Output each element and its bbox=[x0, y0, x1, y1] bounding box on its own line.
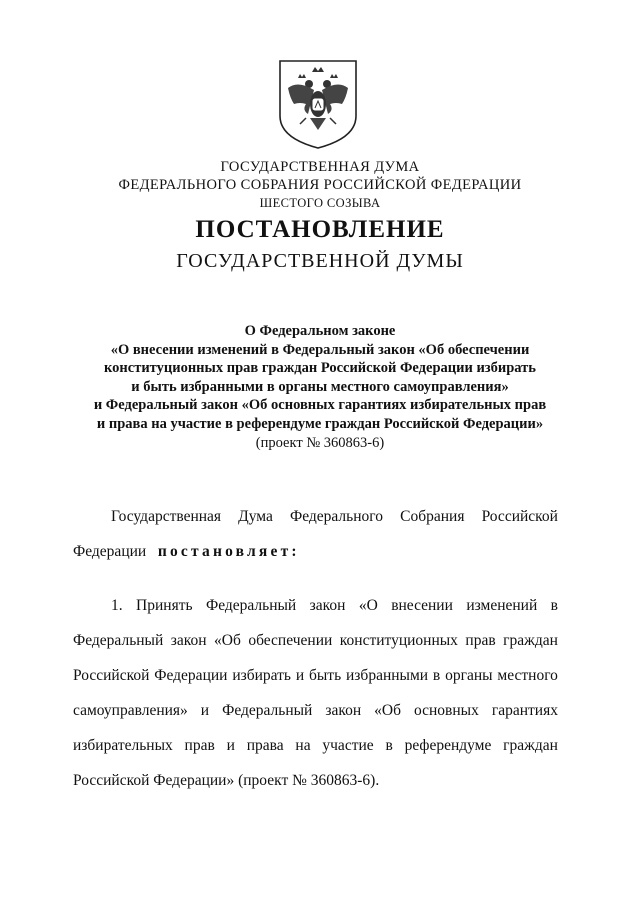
coat-of-arms-emblem bbox=[276, 58, 360, 150]
word: Государственная bbox=[111, 508, 222, 525]
document-title: ПОСТАНОВЛЕНИЕ bbox=[195, 216, 445, 243]
word: самоуправления» bbox=[73, 702, 188, 719]
project-number: (проект № 360863-6) bbox=[255, 434, 385, 451]
intro-paragraph bbox=[73, 499, 558, 569]
word: в bbox=[550, 597, 558, 614]
word: «Об bbox=[214, 632, 241, 649]
word: основных bbox=[414, 702, 479, 719]
word: органы bbox=[445, 667, 493, 684]
word: в bbox=[385, 737, 393, 754]
word: закон bbox=[309, 597, 346, 614]
word: Федеральный bbox=[222, 702, 313, 719]
intro-line-2 bbox=[73, 534, 558, 569]
word: Федеральный bbox=[73, 632, 164, 649]
law-title-line: и Федеральный закон «Об основных гарантиях избирательных прав bbox=[93, 397, 547, 414]
law-title-line: О Федеральном законе bbox=[244, 323, 396, 339]
word: Российской bbox=[481, 508, 558, 525]
word: местного bbox=[497, 667, 558, 684]
word: избирать bbox=[232, 667, 291, 684]
word: быть bbox=[309, 667, 342, 684]
document-subtitle: ГОСУДАРСТВЕННОЙ ДУМЫ bbox=[176, 250, 464, 272]
word: Принять bbox=[136, 597, 193, 614]
word: избранными bbox=[346, 667, 429, 684]
word: и bbox=[200, 702, 210, 719]
word: Федерации bbox=[73, 543, 147, 560]
word: прав bbox=[184, 737, 215, 754]
word: права bbox=[246, 737, 284, 754]
word: закон bbox=[325, 702, 362, 719]
law-title-line: и права на участие в референдуме граждан Российской Федерации» bbox=[96, 415, 544, 432]
coat-of-arms-of-russia-icon bbox=[276, 58, 360, 150]
word: Федеральный bbox=[205, 597, 297, 614]
word: изменений bbox=[466, 597, 538, 614]
item1-line-5 bbox=[73, 728, 558, 763]
word: и bbox=[295, 667, 305, 684]
item1-line-1 bbox=[73, 588, 558, 623]
word: участие bbox=[322, 737, 374, 754]
word: Российской bbox=[73, 667, 150, 684]
law-title-line: «О внесении изменений в Федеральный закон «Об обеспечении bbox=[110, 341, 530, 358]
item1-line-6: Российской Федерации» (проект № 360863-6). bbox=[73, 772, 380, 789]
law-title-block bbox=[0, 322, 640, 452]
word: Федерации bbox=[154, 667, 228, 684]
org-line-2: ФЕДЕРАЛЬНОГО СОБРАНИЯ РОССИЙСКОЙ ФЕДЕРАЦИИ bbox=[118, 177, 522, 193]
word: обеспечении bbox=[248, 632, 333, 649]
word: на bbox=[295, 737, 311, 754]
word: Собрания bbox=[400, 508, 465, 525]
word: «О bbox=[358, 597, 378, 614]
word: конституционных bbox=[339, 632, 458, 649]
resolution-verb: постановляет: bbox=[157, 543, 300, 560]
word: закон bbox=[170, 632, 207, 649]
item-1-paragraph bbox=[73, 588, 558, 798]
intro-line-1 bbox=[73, 499, 558, 534]
word: граждан bbox=[503, 632, 558, 649]
org-line-1: ГОСУДАРСТВЕННАЯ ДУМА bbox=[220, 159, 420, 175]
item1-line-3 bbox=[73, 658, 558, 693]
word: внесении bbox=[391, 597, 453, 614]
word: 1. bbox=[111, 597, 123, 614]
word: прав bbox=[465, 632, 496, 649]
word: Дума bbox=[238, 508, 273, 525]
word: и bbox=[226, 737, 235, 754]
word: гарантиях bbox=[491, 702, 558, 719]
word: в bbox=[432, 667, 441, 684]
law-title-line: и быть избранными в органы местного самоуправления» bbox=[131, 378, 509, 395]
item1-line-4 bbox=[73, 693, 558, 728]
item1-line-2 bbox=[73, 623, 558, 658]
word: «Об bbox=[374, 702, 401, 719]
org-line-3: ШЕСТОГО СОЗЫВА bbox=[259, 196, 381, 210]
word: избирательных bbox=[73, 737, 173, 754]
word: Федерального bbox=[289, 508, 384, 525]
word: референдуме bbox=[404, 737, 492, 754]
law-title-line: конституционных прав граждан Российской Федерации избирать bbox=[104, 360, 536, 377]
word: граждан bbox=[503, 737, 558, 754]
